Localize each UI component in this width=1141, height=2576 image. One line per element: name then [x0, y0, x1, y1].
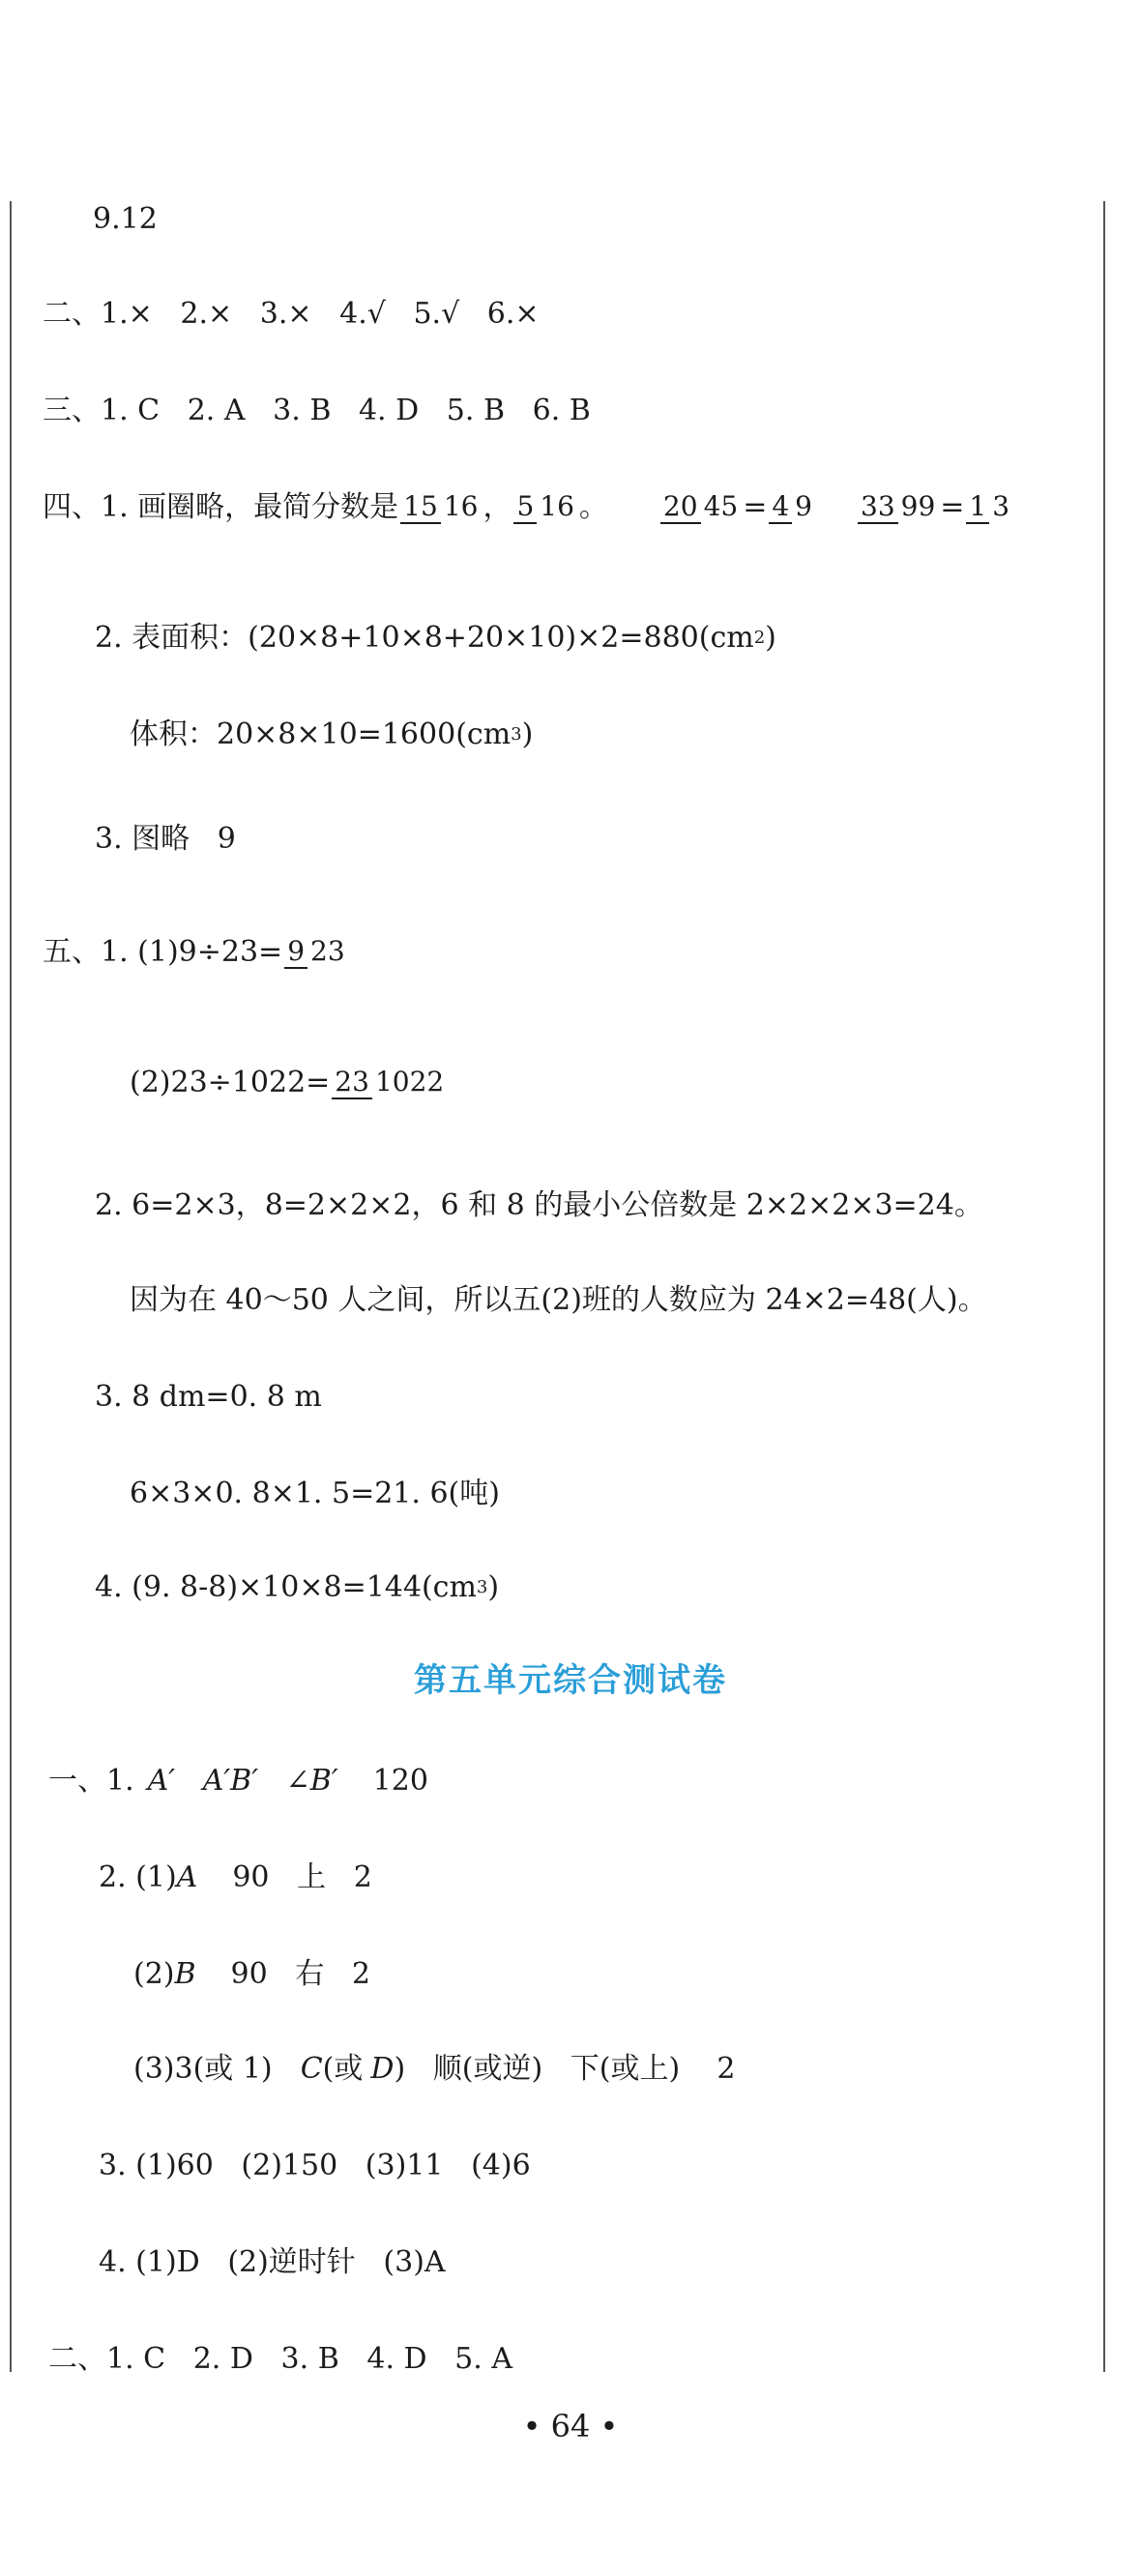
left-margin-rule — [10, 201, 12, 2372]
answer-line-fractions: 四、1. 画圈略，最简分数是 15 16 ， 5 16 。 20 45 = 4 9 33 99 = 1 3 — [43, 488, 1014, 527]
fraction: 20 45 — [660, 491, 741, 524]
fraction: 15 16 — [400, 491, 481, 524]
answer-line: (3)3(或 1) C (或 D ) 顺(或逆) 下(或上) 2 — [133, 2052, 736, 2086]
answer-line: 2. 表面积：(20×8+10×8+20×10)×2=880(cm 2 ) — [95, 621, 776, 655]
answer-line: 6×3×0. 8×1. 5=21. 6(吨) — [130, 1477, 500, 1510]
answer-line: 2. (1) A 90 上 2 — [99, 1860, 372, 1894]
answer-line: 4. (9. 8-8)×10×8=144(cm 3 ) — [95, 1570, 500, 1604]
answer-line-fractions: 五、1. (1)9÷23= 9 23 — [43, 933, 350, 972]
answer-line: 3. 图略 9 — [95, 822, 236, 856]
section-heading: 第五单元综合测试卷 — [414, 1661, 727, 1700]
answer-line: 4. (1)D (2)逆时针 (3)A — [99, 2245, 446, 2279]
answer-line: 3. (1)60 (2)150 (3)11 (4)6 — [99, 2149, 531, 2182]
answer-line: 2. 6=2×3，8=2×2×2，6 和 8 的最小公倍数是 2×2×2×3=24。 — [95, 1188, 983, 1222]
answer-line-fractions: (2)23÷1022= 23 1022 — [130, 1064, 449, 1102]
answer-line: 因为在 40～50 人之间，所以五(2)班的人数应为 24×2=48(人)。 — [130, 1283, 987, 1317]
answer-line: 体积：20×8×10=1600(cm 3 ) — [130, 717, 534, 751]
right-margin-rule — [1103, 201, 1105, 2372]
fraction: 33 99 — [858, 491, 938, 524]
answer-line: 一、1. A′ A′B′ ∠B′ 120 — [48, 1764, 428, 1798]
answer-line: 二、1. C 2. D 3. B 4. D 5. A — [48, 2342, 512, 2376]
fraction: 9 23 — [284, 936, 347, 969]
fraction: 23 1022 — [332, 1067, 447, 1099]
fraction: 1 3 — [966, 491, 1012, 524]
answer-line: (2) B 90 右 2 — [133, 1957, 371, 1991]
answer-line: 三、1. C 2. A 3. B 4. D 5. B 6. B — [43, 394, 591, 427]
fraction: 5 16 — [513, 491, 576, 524]
answer-line: 9.12 — [93, 202, 158, 236]
fraction: 4 9 — [769, 491, 815, 524]
answer-line: 二、1.× 2.× 3.× 4.√ 5.√ 6.× — [43, 297, 540, 331]
page-number: • 64 • — [522, 2408, 619, 2444]
answer-line: 3. 8 dm=0. 8 m — [95, 1380, 322, 1414]
